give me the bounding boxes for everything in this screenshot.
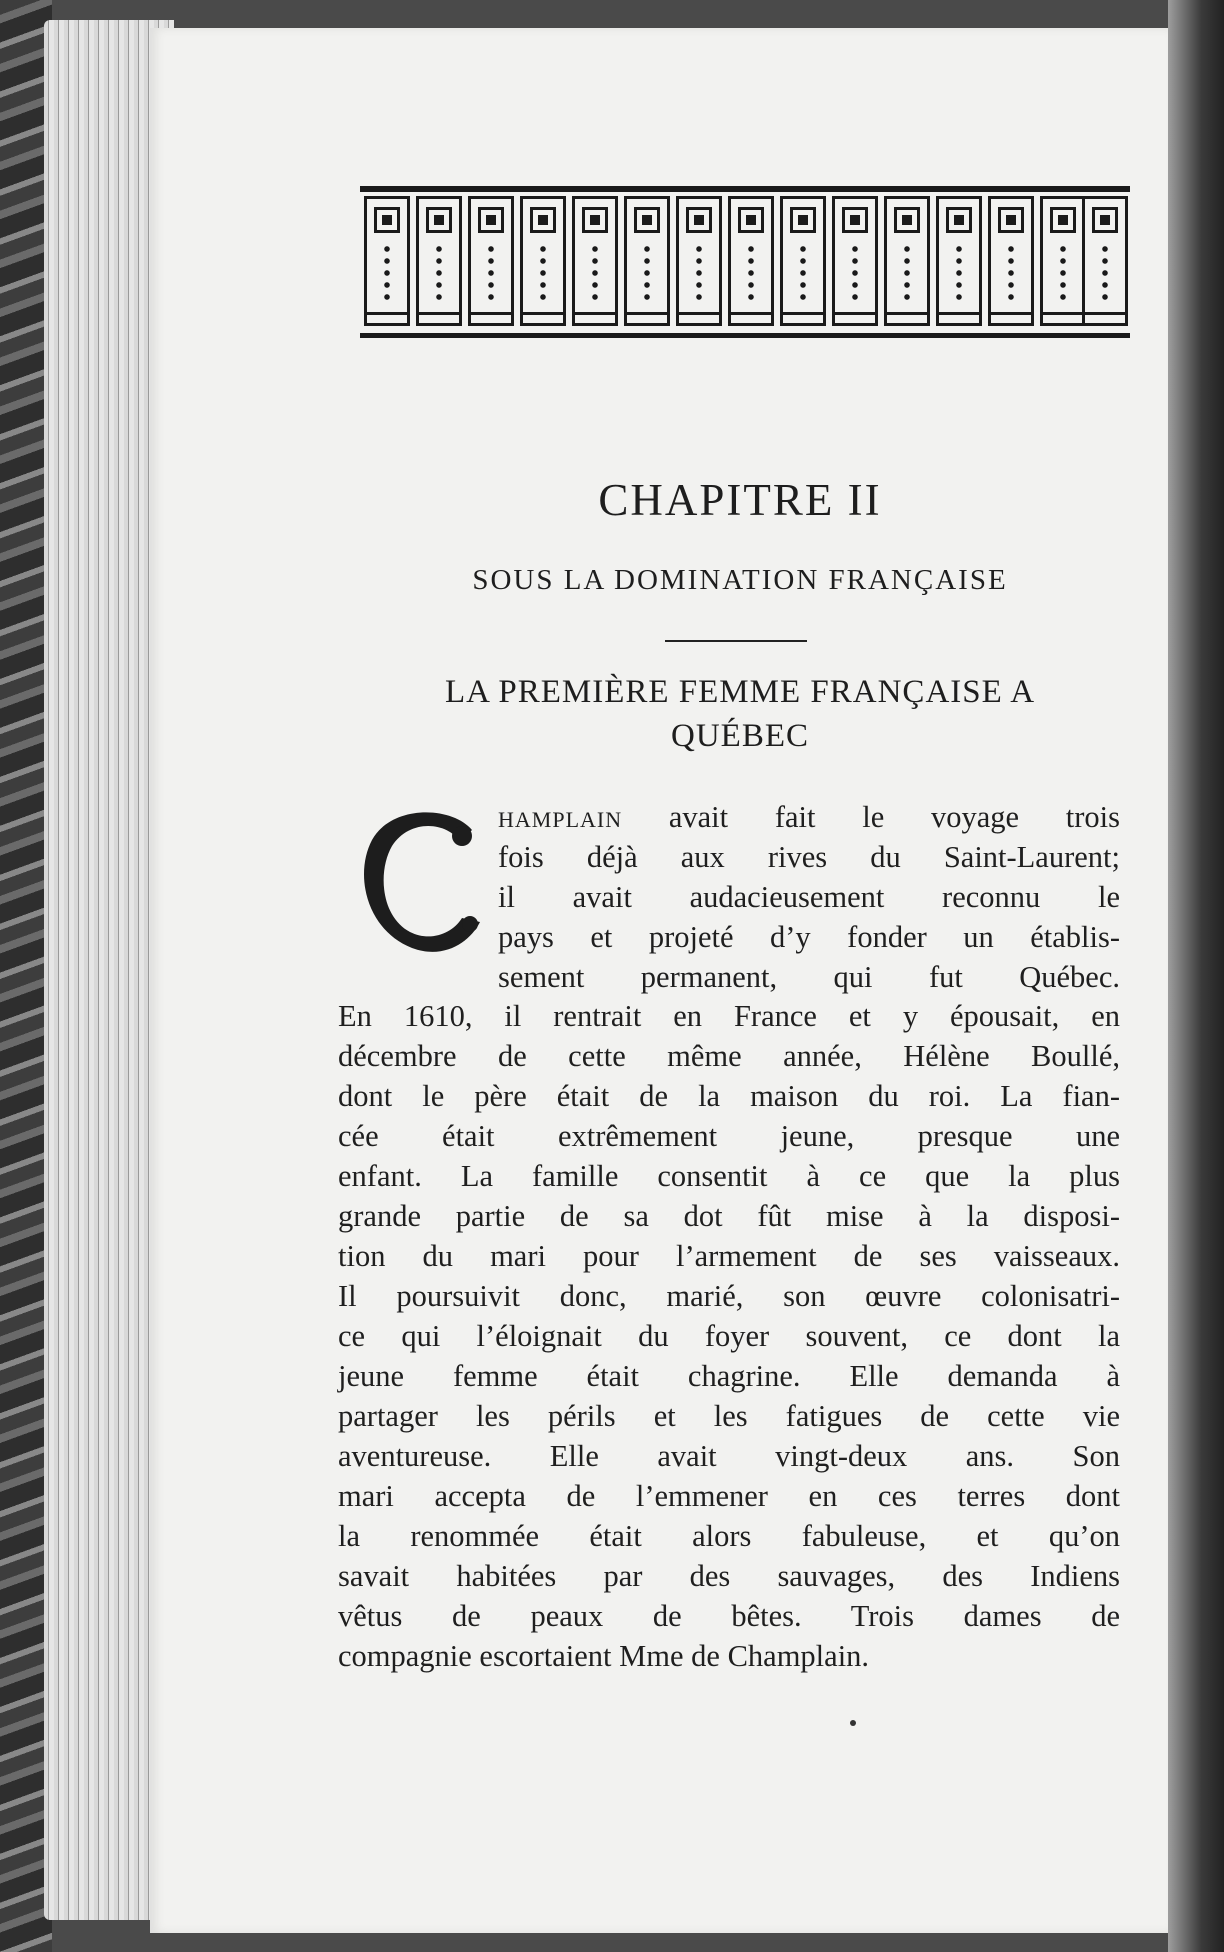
text-line-1-rest: avait fait le voyage trois — [622, 800, 1120, 834]
text-line: pays et projeté d’y fonder un établis- — [498, 920, 1120, 954]
text-line: tion du mari pour l’armement de ses vaisseaux. — [338, 1239, 1120, 1273]
text-line: aventureuse. Elle avait vingt-deux ans. Son — [338, 1439, 1120, 1473]
article-title-line-1: LA PREMIÈRE FEMME FRANÇAISE A — [444, 674, 1036, 710]
text-line: vêtus de peaux de bêtes. Trois dames de — [338, 1599, 1120, 1633]
page-shadow — [1168, 0, 1224, 1952]
text-line: dont le père était de la maison du roi. La fian- — [338, 1079, 1120, 1113]
text-line: la renommée était alors fabuleuse, et qu’on — [338, 1519, 1120, 1553]
text-line-last: compagnie escortaient Mme de Champlain. — [338, 1639, 870, 1673]
ornament-pillar — [468, 196, 514, 326]
ornament-pillar — [884, 196, 930, 326]
ornament-top-bar — [360, 186, 1130, 192]
text-line: jeune femme était chagrine. Elle demanda à — [338, 1359, 1120, 1393]
section-title: SOUS LA DOMINATION FRANÇAISE — [472, 564, 1008, 596]
article-title-line-2: QUÉBEC — [671, 718, 809, 754]
chapter-title: CHAPITRE II — [598, 475, 882, 525]
text-line: savait habitées par des sauvages, des Indiens — [338, 1559, 1120, 1593]
drop-cap-ornament — [352, 800, 486, 960]
text-line-1 — [498, 800, 1120, 835]
ornament-pillar — [520, 196, 566, 326]
ornament-pillar — [832, 196, 878, 326]
text-line: Il poursuivit donc, marié, son œuvre colonisatri- — [338, 1279, 1120, 1313]
text-line: grande partie de sa dot fût mise à la disposi- — [338, 1199, 1120, 1233]
text-line: ce qui l’éloignait du foyer souvent, ce dont la — [338, 1319, 1120, 1353]
ornament-pillar — [988, 196, 1034, 326]
ornament-pillar — [936, 196, 982, 326]
text-line: mari accepta de l’emmener en ces terres dont — [338, 1479, 1120, 1513]
ornament-pillar — [416, 196, 462, 326]
ornament-pillar — [624, 196, 670, 326]
ornament-pillar — [364, 196, 410, 326]
article-title — [340, 670, 1140, 758]
text-line: En 1610, il rentrait en France et y épousait, en — [338, 999, 1120, 1033]
ornament-pillar — [1082, 196, 1128, 326]
ornament-pillar — [780, 196, 826, 326]
lead-smallcaps: HAMPLAIN — [498, 807, 623, 832]
ornament-bottom-bar — [360, 333, 1130, 338]
text-line: fois déjà aux rives du Saint-Laurent; — [498, 840, 1120, 874]
text-line: partager les périls et les fatigues de cette vie — [338, 1399, 1120, 1433]
ornament-pillar — [1040, 196, 1086, 326]
ornament-pillar — [676, 196, 722, 326]
text-line: enfant. La famille consentit à ce que la plus — [338, 1159, 1120, 1193]
ornament-pillar — [728, 196, 774, 326]
text-line: décembre de cette même année, Hélène Boullé, — [338, 1039, 1120, 1073]
text-line: il avait audacieusement reconnu le — [498, 880, 1120, 914]
ornament-pillar — [572, 196, 618, 326]
ink-speck — [850, 1720, 856, 1726]
title-divider — [665, 640, 807, 642]
text-line: sement permanent, qui fut Québec. — [498, 960, 1120, 994]
text-line: cée était extrêmement jeune, presque une — [338, 1119, 1120, 1153]
header-ornament — [360, 186, 1130, 338]
